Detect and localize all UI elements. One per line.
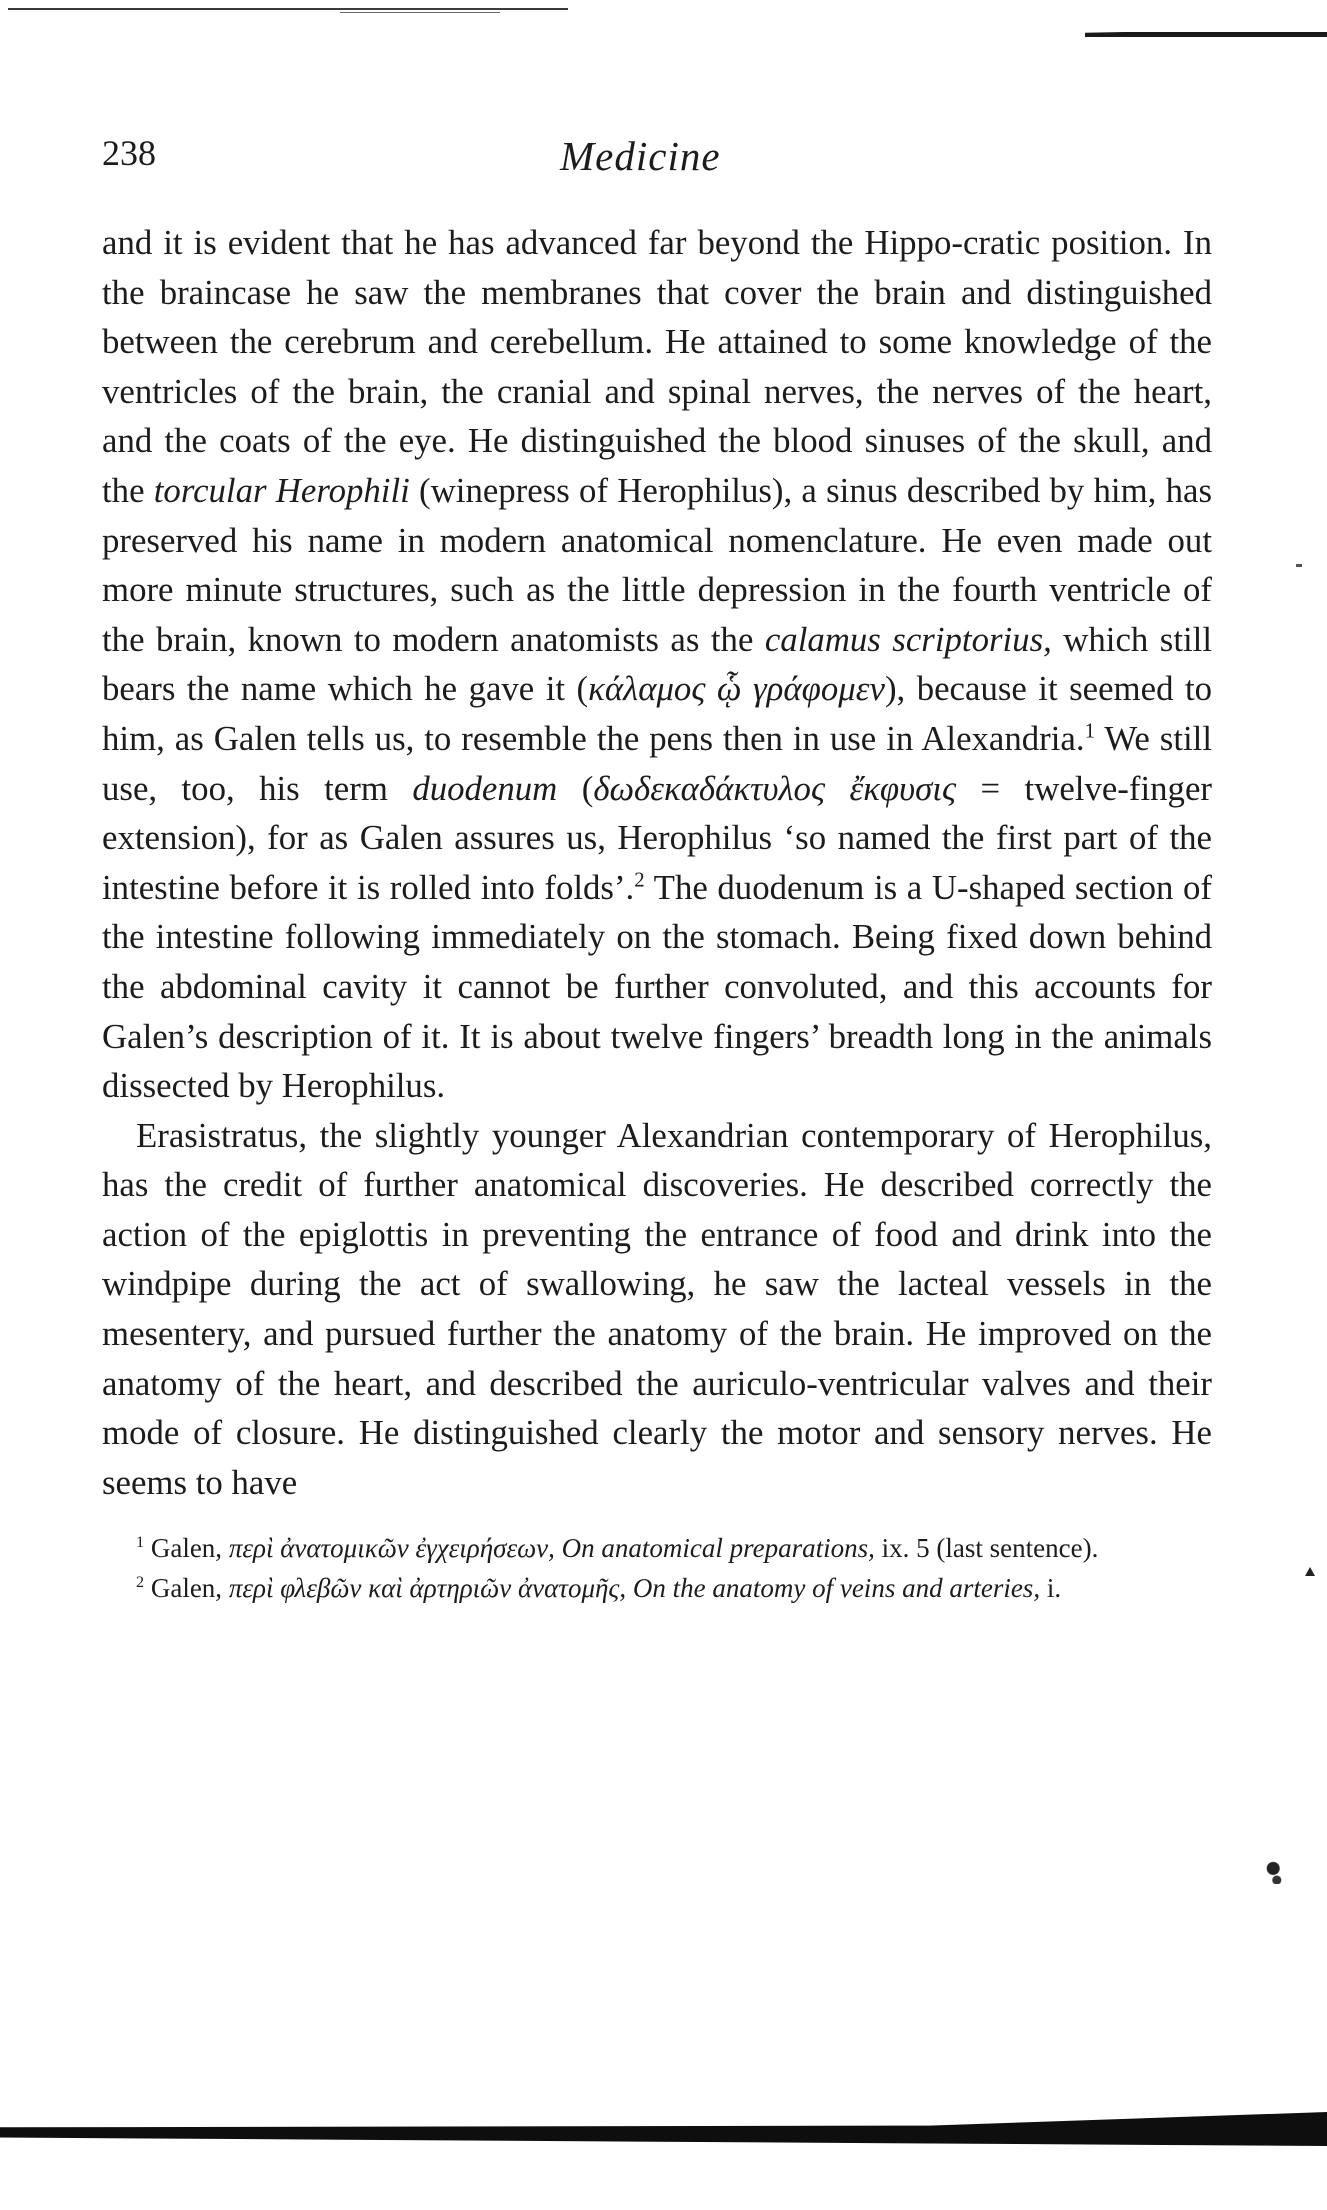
footnote-marker: 1 [136, 1533, 145, 1551]
footnote-ref: 1 [1084, 718, 1096, 743]
footnote-greek: περὶ φλεβῶν καὶ ἀρτηριῶν ἀνατομῆς, [228, 1573, 627, 1603]
text-run: and it is evident that he has advanced far beyond the Hippo-cratic position. In the braincase he saw the membranes that cover the brain and distinguished between the cerebrum and cerebellum. He attained to some knowledge of the ventricles of the brain, the cranial and spinal nerves, the nerves of the heart, and the coats of the eye. He distinguished the blood sinuses of the skull, and the [102, 223, 1212, 510]
footnote-rest: ix. 5 (last sentence). [881, 1533, 1099, 1563]
footnote-marker: 2 [136, 1573, 145, 1591]
top-rule-middle [340, 12, 500, 13]
top-rule-right [1085, 28, 1327, 40]
margin-mark [1296, 564, 1302, 567]
greek-phrase: δωδεκαδάκτυλος ἔκφυσις [593, 768, 957, 808]
footnote-2 [102, 1568, 1212, 1608]
footnote-1 [102, 1528, 1212, 1568]
italic-term: calamus scriptorius, [764, 619, 1052, 659]
paragraph-2: Erasistratus, the slightly younger Alexandrian contemporary of Herophilus, has the credit of further anatomical discoveries. He described correctly the action of the epiglottis in preventing the entrance of food and drink into the windpipe during the act of swallowing, he saw the lacteal vessels in the mesentery, and pursued further the anatomy of the brain. He improved on the anatomy of the heart, and described the auriculo-ventricular valves and their mode of closure. He distinguished clearly the motor and sensory nerves. He seems to have [102, 1115, 1212, 1502]
footnote-greek: περὶ ἀνατομικῶν ἐγχειρήσεων, [228, 1533, 555, 1563]
text-run: We still use, too, his term [102, 718, 1212, 808]
text-run: The duodenum is a U-shaped section of the intestine following immediately on the stomach. Being fixed down behind the abdominal cavity it cannot be further convoluted, and this accounts for Galen’s description of it. It is about twelve fingers’ breadth long in the animals dissected by Herophilus. [102, 867, 1212, 1106]
footnote-author: Galen, [150, 1533, 223, 1563]
greek-phrase: κάλαμος ᾧ γράφομεν [588, 669, 885, 709]
text-run: ( [557, 768, 594, 808]
italic-term: duodenum [412, 768, 558, 808]
margin-mark [1266, 1858, 1284, 1884]
body-text [102, 218, 1212, 1507]
bottom-scan-bar [0, 2112, 1327, 2146]
footnotes [102, 1528, 1212, 1608]
italic-term: torcular Herophili [153, 470, 410, 510]
top-rule-left [8, 8, 568, 10]
paragraph-1 [102, 218, 1212, 1111]
footnote-title: On the anatomy of veins and arteries, [632, 1573, 1041, 1603]
footnote-ref: 2 [634, 867, 645, 892]
footnote-rest: i. [1046, 1573, 1062, 1603]
running-title: Medicine [560, 133, 721, 179]
margin-mark [1305, 1567, 1315, 1576]
text-run: = twelve-finger extension), for as Galen assures us, Herophilus ‘so named the first part of the intestine before it is rolled into folds’. [102, 768, 1212, 907]
footnote-author: Galen, [150, 1573, 223, 1603]
text-run: which still bears the name which he gave it ( [102, 619, 1212, 709]
text-run: ), because it seemed to him, as Galen tells us, to resemble the pens then in use in Alexandria. [102, 669, 1213, 758]
footnote-title: On anatomical preparations, [561, 1533, 875, 1563]
page-header [0, 132, 1327, 192]
page-number: 238 [102, 133, 156, 173]
text-run: (winepress of Herophilus), a sinus described by him, has preserved his name in modern anatomical nomenclature. He even made out more minute structures, such as the little depression in the fourth ventricle of the brain, known to modern anatomists as the [102, 470, 1212, 659]
